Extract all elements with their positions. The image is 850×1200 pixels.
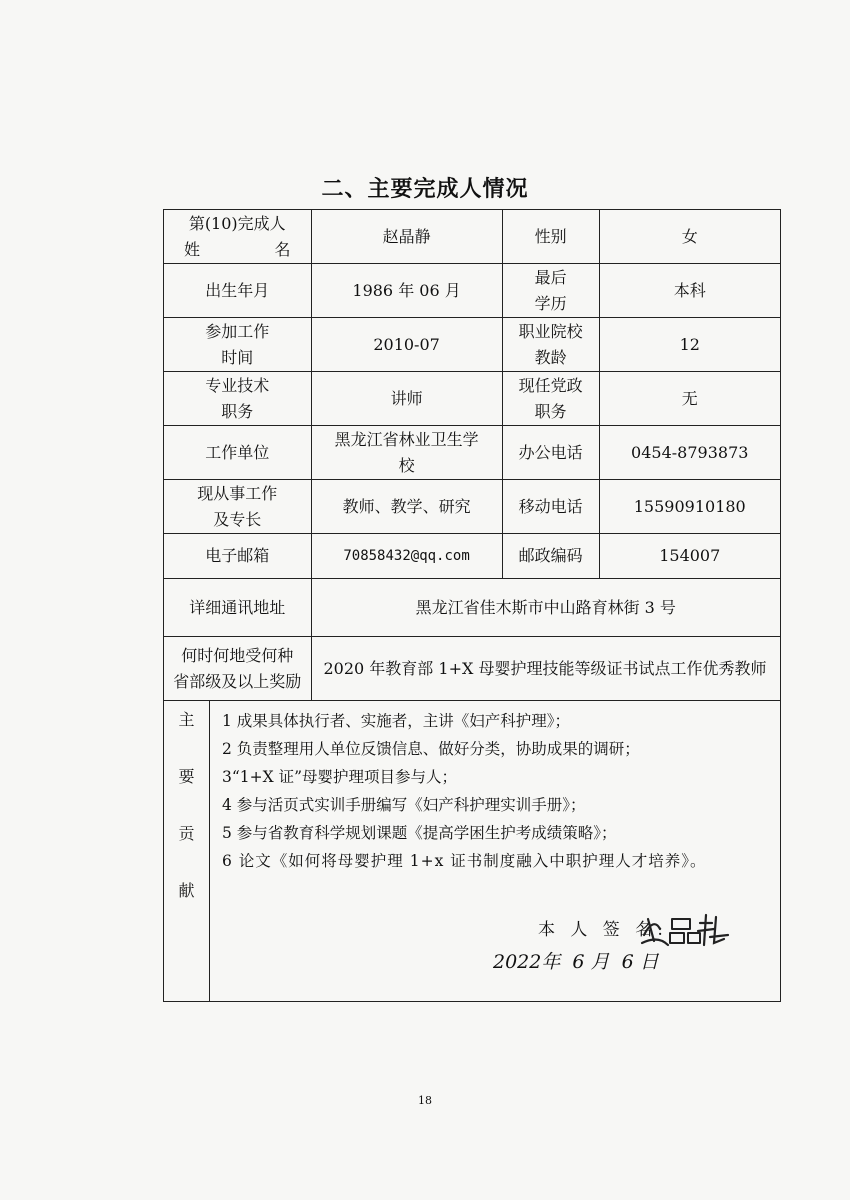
- signature-date: 2022年 6 月 6 日: [493, 951, 659, 973]
- handwritten-signature: [640, 909, 730, 949]
- name-label: 姓 名: [184, 239, 291, 259]
- rank-name-label-cell: [164, 210, 312, 264]
- awards-label: 何时何地受何种 省部级及以上奖励: [164, 637, 312, 701]
- rank-label: 第(10)完成人: [188, 213, 286, 233]
- office-phone-value: 0454-8793873: [599, 426, 781, 480]
- gender-label: 性别: [502, 210, 599, 264]
- birth-label: 出生年月: [164, 264, 312, 318]
- education-value: 本科: [599, 264, 781, 318]
- personnel-info-table: [163, 209, 781, 1002]
- party-post-label: 现任党政 职务: [502, 372, 599, 426]
- contribution-item: 1 成果具体执行者、实施者，主讲《妇产科护理》；: [222, 712, 571, 730]
- workplace-value: 黑龙江省林业卫生学 校: [311, 426, 502, 480]
- contribution-item: 2 负责整理用人单位反馈信息、做好分类，协助成果的调研；: [222, 740, 640, 758]
- contribution-item: 6 论文《如何将母婴护理 1+x 证书制度融入中职护理人才培养》。: [222, 852, 707, 870]
- contributions-list: [210, 701, 780, 1001]
- workplace-label: 工作单位: [164, 426, 312, 480]
- email-value: 70858432@qq.com: [311, 534, 502, 579]
- gender-value: 女: [599, 210, 781, 264]
- party-post-value: 无: [599, 372, 781, 426]
- contribution-item: 5 参与省教育科学规划课题《提高学困生护考成绩策略》；: [222, 824, 617, 842]
- birth-value: 1986 年 06 月: [311, 264, 502, 318]
- teaching-years-label: 职业院校 教龄: [502, 318, 599, 372]
- work-start-label: 参加工作 时间: [164, 318, 312, 372]
- contribution-item: 4 参与活页式实训手册编写《妇产科护理实训手册》；: [222, 796, 586, 814]
- teaching-years-value: 12: [599, 318, 781, 372]
- page-number: 18: [418, 1094, 432, 1107]
- education-label: 最后 学历: [502, 264, 599, 318]
- professional-title-value: 讲师: [311, 372, 502, 426]
- signature-label: 本 人 签 名:: [538, 920, 668, 940]
- contribution-item: 3“1+X 证”母婴护理项目参与人；: [222, 768, 458, 786]
- contributions-label: 主 要 贡 献: [164, 701, 210, 1001]
- address-label: 详细通讯地址: [164, 579, 312, 637]
- email-label: 电子邮箱: [164, 534, 312, 579]
- contributions-cell: [164, 701, 781, 1002]
- mobile-value: 15590910180: [599, 480, 781, 534]
- section-title: 二、主要完成人情况: [321, 177, 529, 202]
- current-work-value: 教师、教学、研究: [311, 480, 502, 534]
- awards-value: 2020 年教育部 1+X 母婴护理技能等级证书试点工作优秀教师: [311, 637, 781, 701]
- mobile-label: 移动电话: [502, 480, 599, 534]
- office-phone-label: 办公电话: [502, 426, 599, 480]
- postcode-value: 154007: [599, 534, 781, 579]
- professional-title-label: 专业技术 职务: [164, 372, 312, 426]
- address-value: 黑龙江省佳木斯市中山路育林街 3 号: [311, 579, 781, 637]
- work-start-value: 2010-07: [311, 318, 502, 372]
- current-work-label: 现从事工作 及专长: [164, 480, 312, 534]
- postcode-label: 邮政编码: [502, 534, 599, 579]
- name-value: 赵晶静: [311, 210, 502, 264]
